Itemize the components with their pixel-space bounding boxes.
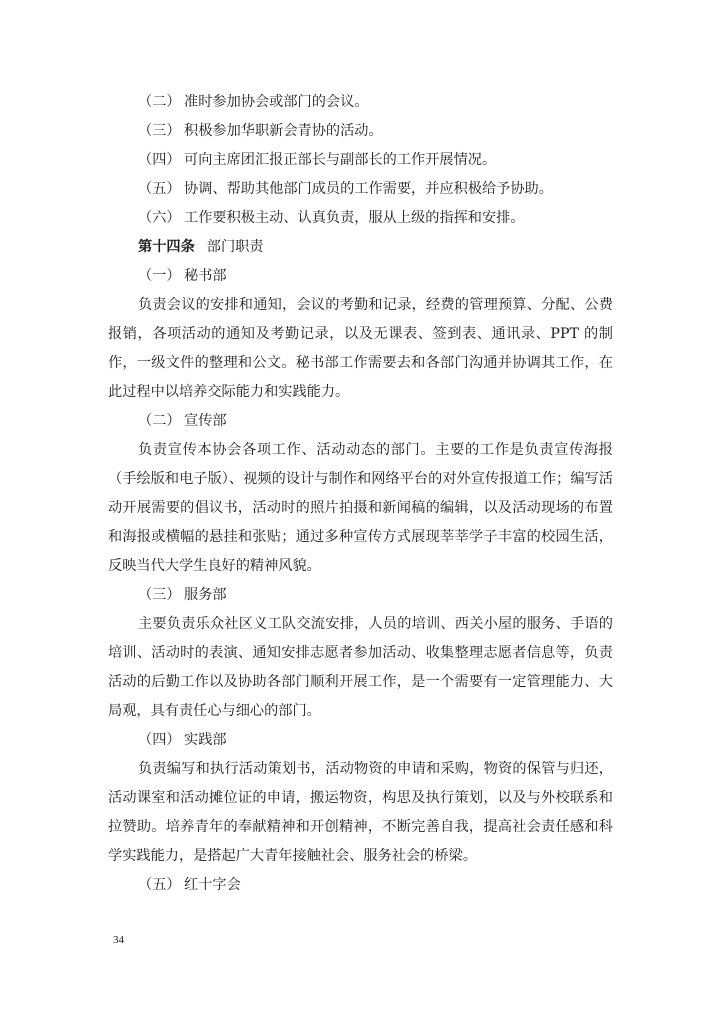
item-text: 工作要积极主动、认真负责，服从上级的指挥和安排。 — [184, 210, 525, 226]
duty-line-6 — [108, 204, 613, 233]
section-number: （一） — [138, 268, 181, 284]
section-title: 服务部 — [184, 587, 227, 603]
section-title: 秘书部 — [184, 268, 227, 284]
item-number: （五） — [138, 181, 181, 197]
item-number: （四） — [138, 152, 181, 168]
section-number: （四） — [138, 732, 181, 748]
section-body-publicity: 负责宣传本协会各项工作、活动动态的部门。主要的工作是负责宣传海报（手绘版和电子版）、视频的设计与制作和网络平台的对外宣传报道工作；编写活动开展需要的倡议书，活动时的照片拍摄和新闻稿的编辑，以及活动现场的布置和海报或横幅的悬挂和张贴；通过多种宣传方式展现莘莘学子丰富的校园生活，反映当代大学生良好的精神风貌。 — [108, 442, 613, 574]
document-page — [108, 88, 613, 900]
section-title: 宣传部 — [184, 413, 227, 429]
item-text: 协调、帮助其他部门成员的工作需要，并应积极给予协助。 — [184, 181, 553, 197]
section-heading-practice — [108, 726, 613, 755]
section-number: （五） — [138, 877, 181, 893]
article-heading — [108, 233, 613, 262]
section-number: （二） — [138, 413, 181, 429]
item-number: （二） — [138, 94, 181, 110]
section-title: 实践部 — [184, 732, 227, 748]
duty-line-5 — [108, 175, 613, 204]
duty-line-4 — [108, 146, 613, 175]
duty-line-3 — [108, 117, 613, 146]
section-heading-service — [108, 581, 613, 610]
duty-line-2 — [108, 88, 613, 117]
page-number: 34 — [113, 934, 124, 946]
section-heading-red-cross — [108, 871, 613, 900]
article-number: 第十四条 — [138, 239, 195, 255]
article-title: 部门职责 — [206, 239, 264, 255]
section-body-practice: 负责编写和执行活动策划书，活动物资的申请和采购，物资的保管与归还，活动课室和活动摊位证的申请，搬运物资，构思及执行策划，以及与外校联系和拉赞助。培养青年的奉献精神和开创精神，不断完善自我，提高社会责任感和科学实践能力，是搭起广大青年接触社会、服务社会的桥梁。 — [108, 761, 613, 864]
item-text: 积极参加华职新会青协的活动。 — [184, 123, 383, 139]
section-heading-publicity — [108, 407, 613, 436]
section-body-service: 主要负责乐众社区义工队交流安排，人员的培训、西关小屋的服务、手语的培训、活动时的表演、通知安排志愿者参加活动、收集整理志愿者信息等，负责活动的后勤工作以及协助各部门顺利开展工作，是一个需要有一定管理能力、大局观，具有责任心与细心的部门。 — [108, 616, 613, 719]
section-body-secretariat: 负责会议的安排和通知，会议的考勤和记录，经费的管理预算、分配、公费报销，各项活动的通知及考勤记录，以及无课表、签到表、通讯录、PPT 的制作，一级文件的整理和公文。秘书部工作需要去和各部门沟通并协调其工作，在此过程中以培养交际能力和实践能力。 — [108, 297, 613, 400]
item-text: 可向主席团汇报正部长与副部长的工作开展情况。 — [184, 152, 497, 168]
section-number: （三） — [138, 587, 181, 603]
section-heading-secretariat — [108, 262, 613, 291]
item-number: （六） — [138, 210, 181, 226]
item-text: 准时参加协会或部门的会议。 — [184, 94, 369, 110]
item-number: （三） — [138, 123, 181, 139]
section-title: 红十字会 — [184, 877, 241, 893]
